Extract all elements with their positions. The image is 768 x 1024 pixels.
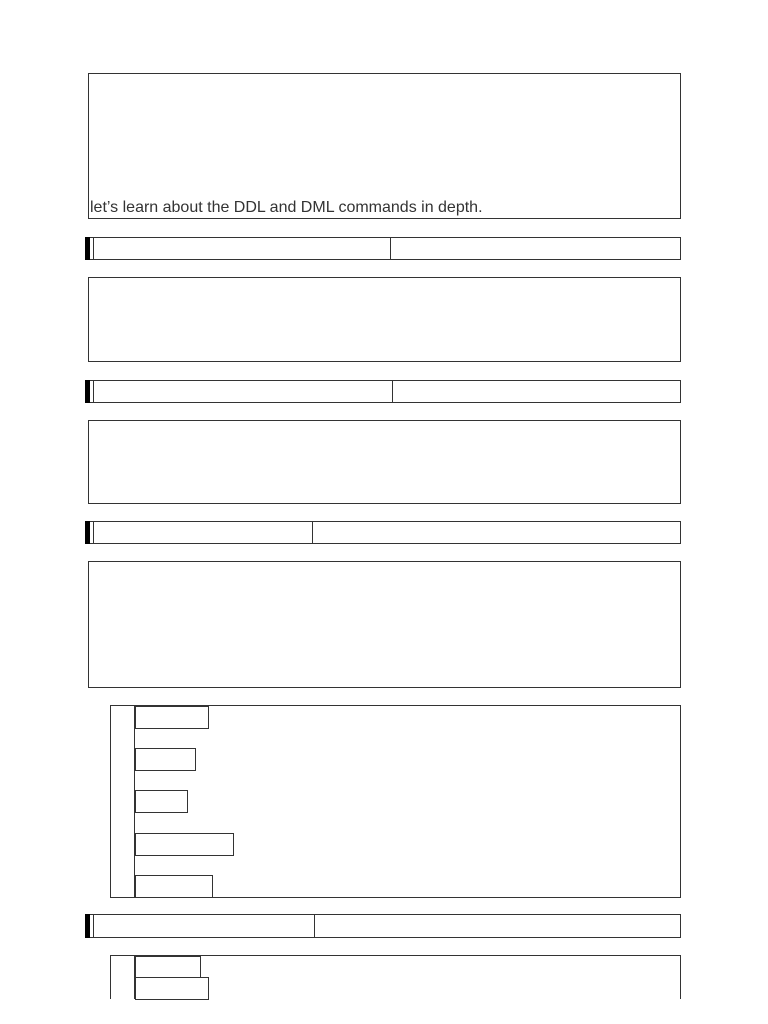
heading-divider xyxy=(392,381,393,402)
heading-marker xyxy=(85,914,90,938)
section-heading-4 xyxy=(88,914,681,938)
section-body-1 xyxy=(88,277,681,362)
list-item[interactable] xyxy=(135,977,209,1000)
heading-marker xyxy=(85,521,90,544)
section-heading-3 xyxy=(88,521,681,544)
list-item[interactable] xyxy=(135,706,209,729)
heading-marker xyxy=(85,380,90,403)
command-list xyxy=(110,705,681,898)
section-body-2 xyxy=(88,420,681,504)
list-item[interactable] xyxy=(135,748,196,771)
list-item[interactable] xyxy=(135,833,234,856)
intro-text: let’s learn about the DDL and DML commands in depth. xyxy=(90,199,483,216)
heading-divider xyxy=(390,238,391,259)
heading-divider xyxy=(312,522,313,543)
heading-marker xyxy=(85,237,90,260)
section-heading-1 xyxy=(88,237,681,260)
section-heading-2 xyxy=(88,380,681,403)
list-item[interactable] xyxy=(135,956,201,979)
command-list-2 xyxy=(110,955,681,999)
intro-block xyxy=(88,73,681,219)
list-item[interactable] xyxy=(135,875,213,898)
section-body-3 xyxy=(88,561,681,688)
heading-divider xyxy=(314,915,315,937)
list-item[interactable] xyxy=(135,790,188,813)
